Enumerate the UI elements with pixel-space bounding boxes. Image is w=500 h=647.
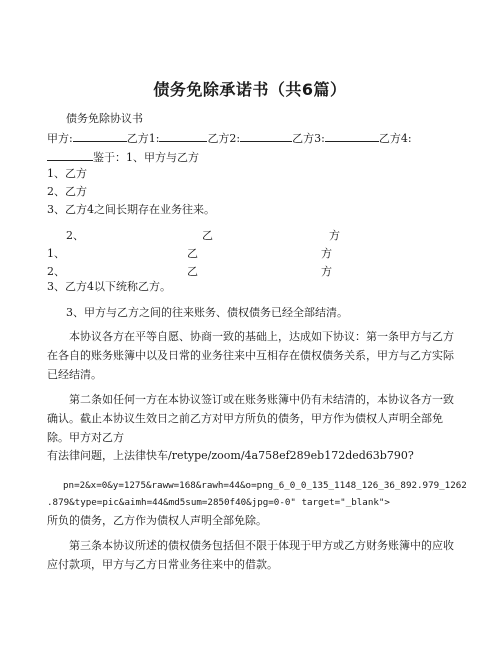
list-item: 2、乙方	[47, 185, 87, 198]
url-fragment-line: .879&type=pic&aimh=44&md5sum=2850f40&jpg=0-0" target="_blank">	[47, 497, 390, 508]
document-title: 债务免除承诺书（共6篇）	[153, 80, 347, 99]
blank-underline	[73, 130, 127, 142]
paragraph-text: 第二条如任何一方在本协议签订或在账务账簿中仍有未结清的，本协议各方一致确认。截止本协议生效日之前乙方对甲方所负的债务，甲方作为债权人声明全部免除。甲方对乙方	[47, 393, 454, 444]
table-cell: 1、	[47, 247, 65, 260]
document-subtitle: 债务免除协议书	[66, 112, 143, 125]
table-cell: 方	[321, 265, 332, 278]
party-line-2	[47, 149, 199, 165]
party-jia-label: 甲方:	[47, 132, 73, 145]
list-item: 3、乙方4之间长期存在业务往来。	[47, 203, 215, 216]
paragraph-text: 第三条本协议所述的债权债务包括但不限于体现于甲方或乙方财务账簿中的应收应付款项，甲方与乙方日常业务往来中的借款。	[47, 539, 454, 571]
table-cell: 2、	[47, 265, 65, 278]
blank-underline	[159, 130, 207, 142]
party-yi2-label: 乙方2:	[207, 132, 241, 145]
blank-underline	[240, 130, 292, 142]
paragraph-1	[47, 327, 455, 384]
party-yi1-label: 乙方1:	[126, 132, 160, 145]
url-fragment-line: pn=2&x=0&y=1275&raww=168&rawh=44&o=png_6_0_0_135_1148_126_36_892.979_1262	[63, 480, 467, 491]
party-yi3-label: 乙方3:	[292, 132, 325, 145]
table-cell: 2、	[66, 229, 84, 242]
whereas-text: 鉴于：1、甲方与乙方	[93, 151, 199, 164]
paragraph-2-end: 所负的债务，乙方作为债权人声明全部免除。	[47, 514, 267, 527]
table-cell: 乙	[187, 265, 198, 278]
table-cell: 方	[321, 247, 332, 260]
paragraph-2	[47, 390, 455, 447]
list-item: 1、乙方	[47, 167, 87, 180]
table-cell: 乙	[187, 247, 198, 260]
list-item: 3、乙方4以下统称乙方。	[47, 280, 171, 293]
paragraph-link-line: 有法律问题，上法律快车/retype/zoom/4a758ef289eb172ded63b790?	[47, 449, 414, 462]
paragraph-3	[47, 536, 455, 574]
clause-3-text: 3、甲方与乙方之间的往来账务、债权债务已经全部结清。	[66, 306, 348, 319]
table-cell: 乙	[202, 229, 213, 242]
blank-underline	[47, 149, 93, 161]
party-yi4-label: 乙方4:	[378, 132, 412, 145]
table-cell: 方	[329, 229, 340, 242]
party-line-1	[47, 130, 412, 146]
blank-underline	[325, 130, 379, 142]
paragraph-text: 本协议各方在平等自愿、协商一致的基础上，达成如下协议：第一条甲方与乙方在各自的账务账簿中以及日常的业务往来中互相存在债权债务关系，甲方与乙方实际已经结清。	[47, 330, 454, 381]
